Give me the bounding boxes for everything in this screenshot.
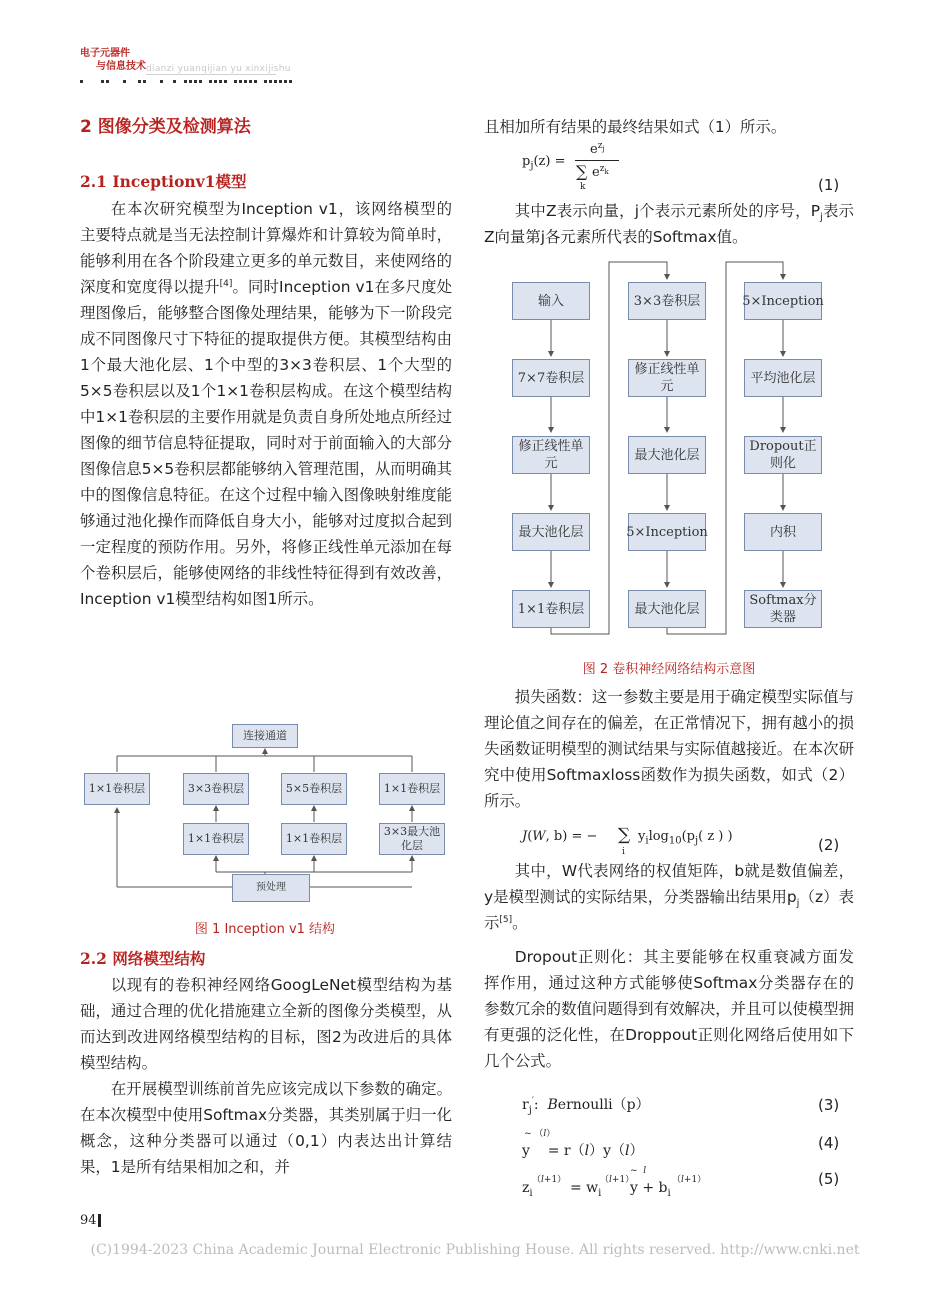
fig2-col3-box-3: Dropout正则化	[744, 436, 822, 474]
formula-2: J(W, b) = − ∑ i $y_i\log_{10}(p_j$( z ) )	[522, 825, 733, 857]
paragraph-inception-intro: 在本次研究模型为Inception v1，该网络模型的主要特点就是当无法控制计算爆炸和计算较为简单时，能够利用在各个阶段建立更多的单元数目，来使网络的深度和宽度得以提升[4]。同时Inception v1在多尺度处理图像后，能够整合图像处理结果，能够为下一阶段完成不同图像尺寸下特征的提取提供方便。其模型结构由1个最大池化层、1个中型的3×3卷积层、1个大型的5×5卷积层以及1个1×1卷积层构成。在这个模型结构中1×1卷积层的主要作用就是负责自身所处地点所经过图像的细节信息特征提取，同时对于前面输入的大部分图像信息5×5卷积层都能够纳入管理范围，从而明确其中的图像信息特征。在这个过程中输入图像映射维度能够通过池化操作而降低自身大小，能够对过度拟合起到一定程度的预防作用。另外，将修正线性单元添加在每个卷积层后，能够使网络的非线性特征得到有效改善，Inception v1模型结构如图1所示。	[80, 200, 452, 608]
paragraph-sum-results: 且相加所有结果的最终结果如式（1）所示。	[484, 118, 787, 136]
paragraph-dropout: Dropout正则化：其主要能够在权重衰减方面发挥作用，通过这种方式能够使Softmax分类器存在的参数冗余的数值问题得到有效解决，并且可以使模型拥有更强的泛化性，在Droppout正则化网络后使用如下几个公式。	[484, 948, 854, 1070]
formula-5: $z_i$ （l+1） = $w_i$ （l+1） ~ l $y + b_i$ （l+1）	[522, 1166, 707, 1199]
fig2-col1-box-5: 1×1卷积层	[512, 590, 590, 628]
figure-1-caption: 图 1 Inception v1 结构	[194, 922, 336, 937]
fig2-col2-box-3: 最大池化层	[628, 436, 706, 474]
equation-number-4: (4)	[818, 1134, 840, 1152]
fig1-row2-box-3: 3×3最大池化层	[379, 823, 445, 855]
equation-number-2: (2)	[818, 836, 840, 854]
page-number: 94	[80, 1213, 97, 1228]
preprocess-box: 预处理	[232, 874, 310, 902]
figure-1-inception-diagram	[80, 720, 450, 910]
page-number-bar	[98, 1214, 101, 1227]
fig1-row1-box-4: 1×1卷积层	[379, 773, 445, 805]
header-rule	[146, 74, 276, 75]
fig2-col1-box-4: 最大池化层	[512, 513, 590, 551]
fig2-col3-box-1: 5×Inception	[744, 282, 822, 320]
fig1-row1-box-3: 5×5卷积层	[281, 773, 347, 805]
fig1-row1-box-1: 1×1卷积层	[84, 773, 150, 805]
figure-2-caption: 图 2 卷积神经网络结构示意图	[582, 662, 756, 677]
fig2-col1-box-2: 7×7卷积层	[512, 359, 590, 397]
figure-2-cnn-diagram	[484, 252, 854, 652]
fig2-col1-box-3: 修正线性单元	[512, 436, 590, 474]
section-title: 2 图像分类及检测算法	[80, 117, 251, 137]
citation: [5]	[499, 914, 513, 925]
citation: [4]	[219, 278, 233, 289]
fig2-col2-box-4: 5×Inception	[628, 513, 706, 551]
fig2-col3-box-5: Softmax分类器	[744, 590, 822, 628]
fig2-col2-box-2: 修正线性单元	[628, 359, 706, 397]
fig2-col1-box-1: 输入	[512, 282, 590, 320]
subsection-title-2-1: 2.1 Inceptionv1模型	[80, 172, 247, 191]
journal-name-line1: 电子元器件	[80, 48, 130, 59]
formula-1: $p_j(z)$ = $e^{z_j}$ ∑ $e^{z_k}$ k	[522, 140, 642, 196]
journal-name-line2: 与信息技术	[96, 61, 146, 72]
concat-box: 连接通道	[232, 724, 298, 748]
equation-number-5: (5)	[818, 1170, 840, 1188]
copyright-footer: (C)1994-2023 China Academic Journal Electronic Publishing House. All rights reserved. http://www.cnki.net	[90, 1242, 860, 1258]
equation-number-1: (1)	[818, 176, 840, 194]
paragraph-z-vector: 其中Z表示向量，j个表示元素所处的序号，$P_j$表示Z向量第j各元素所代表的Softmax值。	[484, 202, 854, 246]
paragraph-weights: 其中，W代表网络的权值矩阵，b就是数值偏差，y是模型测试的实际结果，分类器输出结果用$p_j(z)$表示[5]。	[484, 862, 854, 932]
fig1-row1-box-2: 3×3卷积层	[183, 773, 249, 805]
journal-pinyin: dianzi yuanqijian yu xinxijishu	[146, 64, 291, 74]
equation-number-3: (3)	[818, 1096, 840, 1114]
paragraph-softmax-params: 在开展模型训练前首先应该完成以下参数的确定。在本次模型中使用Softmax分类器，其类别属于归一化概念，这种分类器可以通过（0,1）内表达出计算结果，1是所有结果相加之和，并	[80, 1080, 452, 1176]
formula-3: $r_j'$: Bernoulli（p）	[522, 1096, 650, 1116]
paragraph-network-structure: 以现有的卷积神经网络GoogLeNet模型结构为基础，通过合理的优化措施建立全新的图像分类模型，从而达到改进网络模型结构的目标，图2为改进后的具体模型结构。	[80, 976, 452, 1072]
fig2-col3-box-2: 平均池化层	[744, 359, 822, 397]
fig1-row2-box-2: 1×1卷积层	[281, 823, 347, 855]
header-decoration	[80, 80, 292, 83]
fig2-col2-box-1: 3×3卷积层	[628, 282, 706, 320]
fig2-col2-box-5: 最大池化层	[628, 590, 706, 628]
subsection-title-2-2: 2.2 网络模型结构	[80, 949, 206, 968]
formula-4: ~ （l） y = r（l）y（l）	[522, 1129, 644, 1159]
fig2-col3-box-4: 内积	[744, 513, 822, 551]
paragraph-loss-function: 损失函数：这一参数主要是用于确定模型实际值与理论值之间存在的偏差，在正常情况下，拥有越小的损失函数证明模型的测试结果与实际值越接近。在本次研究中使用Softmaxloss函数作为损失函数，如式（2）所示。	[484, 688, 854, 810]
fig1-row2-box-1: 1×1卷积层	[183, 823, 249, 855]
